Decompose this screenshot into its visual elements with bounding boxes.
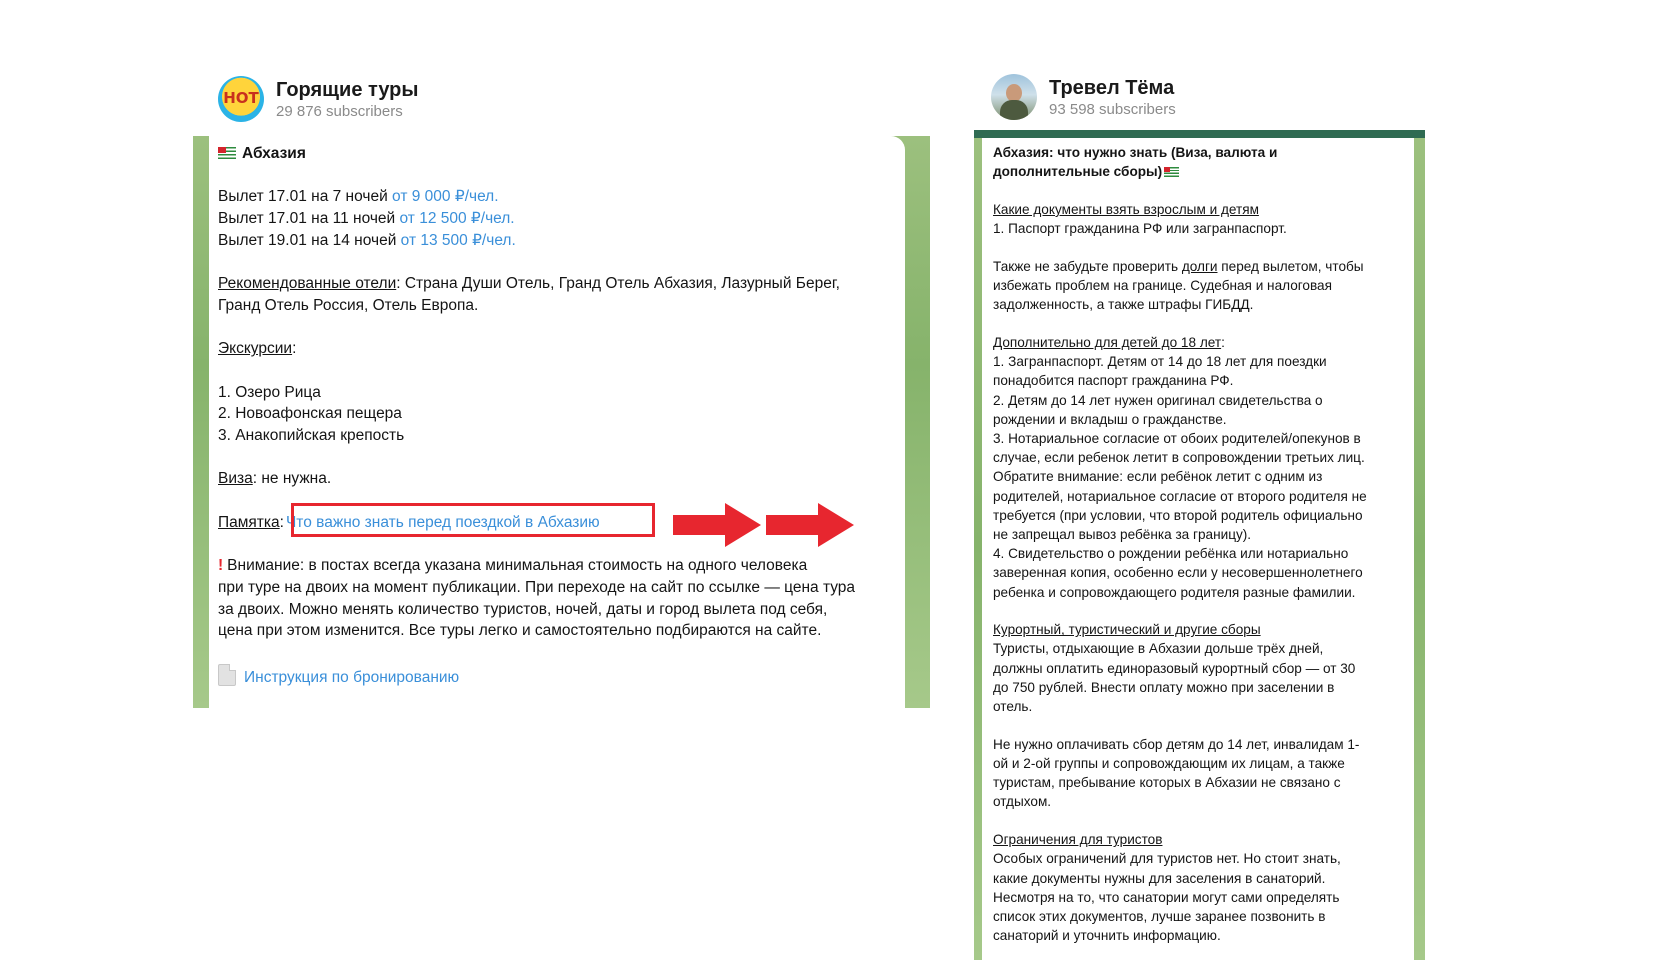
booking-line: [218, 664, 908, 689]
left-channel-title[interactable]: Горящие туры: [276, 78, 419, 101]
excursions-line: Экскурсии:: [218, 340, 297, 358]
debts-link[interactable]: долги: [1181, 258, 1218, 274]
right-channel-header[interactable]: [991, 74, 1176, 120]
flight-line: Вылет 17.01 на 11 ночей от 12 500 ₽/чел.: [218, 210, 515, 228]
memo-link[interactable]: Что важно знать перед поездкой в Абхазию: [285, 513, 600, 531]
warning-block: ! Внимание: в постах всегда указана минимальная стоимость на одного человека при туре на двоих на момент публикации. При переходе на сайт по ссылке — цена тура за двоих. Можно менять количество туристов, ночей, даты и город вылета под себя, цена при этом изменится. Все туры легко и самостоятельно подбираются на сайте.: [218, 557, 856, 640]
abkhazia-flag-icon: [218, 147, 236, 159]
right-channel-subscribers: 93 598 subscribers: [1049, 100, 1176, 118]
hotels-line: Рекомендованные отели: Страна Души Отель, Гранд Отель Абхазия, Лазурный Берег,: [218, 275, 840, 293]
abkhazia-flag-icon: [1164, 167, 1179, 177]
left-channel-header[interactable]: [218, 76, 418, 122]
flight-line: Вылет 19.01 на 14 ночей от 13 500 ₽/чел.: [218, 231, 516, 249]
kids-heading: Дополнительно для детей до 18 лет: [993, 334, 1222, 350]
hotels-line-2: Гранд Отель Россия, Отель Европа.: [218, 296, 479, 314]
excursion-item: 3. Анакопийская крепость: [218, 427, 405, 445]
left-channel-subscribers: 29 876 subscribers: [276, 102, 403, 120]
right-post-content: Абхазия: что нужно знать (Виза, валюта и дополнительные сборы) Какие документы взять взрослым и детям 1. Паспорт гражданина РФ или загранпаспорт. Также не забудьте проверить долги перед вылетом, чтобы избежать проблем на границе. Судебная и налоговая задолженность, а также штрафы ГИБДД. Дополнительно для детей до 18 лет: 1. Загранпаспорт. Детям от 14 до 18 лет для поездки понадобится паспорт гражданина РФ. 2. Детям до 14 лет нужен оригинал свидетельства о рождении и вкладыш о гражданстве. 3. Нотариальное согласие от обоих родителей/опекунов в случае, если ребенок летит в сопровождении третьих лиц. Обратите внимание: если ребёнок летит с одним из родителей, нотариальное согласие от второго родителя не требуется (при условии, что второй родитель официально не запрещал вывоз ребёнка за границу). 4. Свидетельство о рождении ребёнка или нотариально заверенная копия, особенно если у несовершеннолетнего ребенка и сопровождающего родителя разные фамилии. Курортный, туристический и другие сборы Туристы, отдыхающие в Абхазии дольше трёх дней, должны оплатить единоразовый курортный сбор — от 30 до 750 рублей. Внести оплату можно при заселении в отель. Не нужно оплачивать сбор детям до 14 лет, инвалидам 1- ой и 2-ой группы и сопровождающим их лицам, а также туристам, пребывание которых в Абхазии не связано с отдыхом. Ограничения для туристов Особых ограничений для туристов нет. Но стоит знать, какие документы нужны для заселения в санаторий. Несмотря на то, что санатории могут сами определять список этих документов, лучше заранее позвонить в санаторий и уточнить информацию.: [993, 143, 1413, 945]
exclamation-icon: !: [218, 557, 224, 575]
right-channel-title[interactable]: Тревел Тёма: [1049, 76, 1175, 99]
price-link[interactable]: от 13 500 ₽/чел.: [400, 231, 516, 249]
post-heading: Абхазия: что нужно знать (Виза, валюта и дополнительные сборы): [993, 145, 1278, 180]
document-icon: [218, 664, 236, 686]
price-link[interactable]: от 12 500 ₽/чел.: [399, 210, 515, 228]
avatar-hot-text: HOT: [223, 89, 259, 107]
visa-line: Виза: не нужна.: [218, 470, 332, 488]
price-link[interactable]: от 9 000 ₽/чел.: [392, 188, 499, 206]
hotels-label: Рекомендованные отели: [218, 275, 397, 293]
fees-heading: Курортный, туристический и другие сборы: [993, 622, 1261, 638]
red-arrow-icon: [766, 503, 854, 547]
red-arrow-icon: [673, 503, 761, 547]
excursion-item: 1. Озеро Рица: [218, 383, 321, 401]
excursion-item: 2. Новоафонская пещера: [218, 405, 402, 423]
memo-highlight-box: [291, 503, 655, 537]
memo-line: Памятка: Что важно знать перед поездкой в Абхазию: [218, 513, 600, 531]
right-channel-avatar[interactable]: [991, 74, 1037, 120]
booking-link[interactable]: Инструкция по бронированию: [244, 668, 460, 686]
limits-heading: Ограничения для туристов: [993, 832, 1163, 848]
post-heading: Абхазия: [218, 143, 908, 165]
flight-line: Вылет 17.01 на 7 ночей от 9 000 ₽/чел.: [218, 188, 499, 206]
left-post-content: [218, 143, 908, 688]
left-channel-avatar[interactable]: [218, 76, 264, 122]
docs-heading: Какие документы взять взрослым и детям: [993, 201, 1259, 217]
